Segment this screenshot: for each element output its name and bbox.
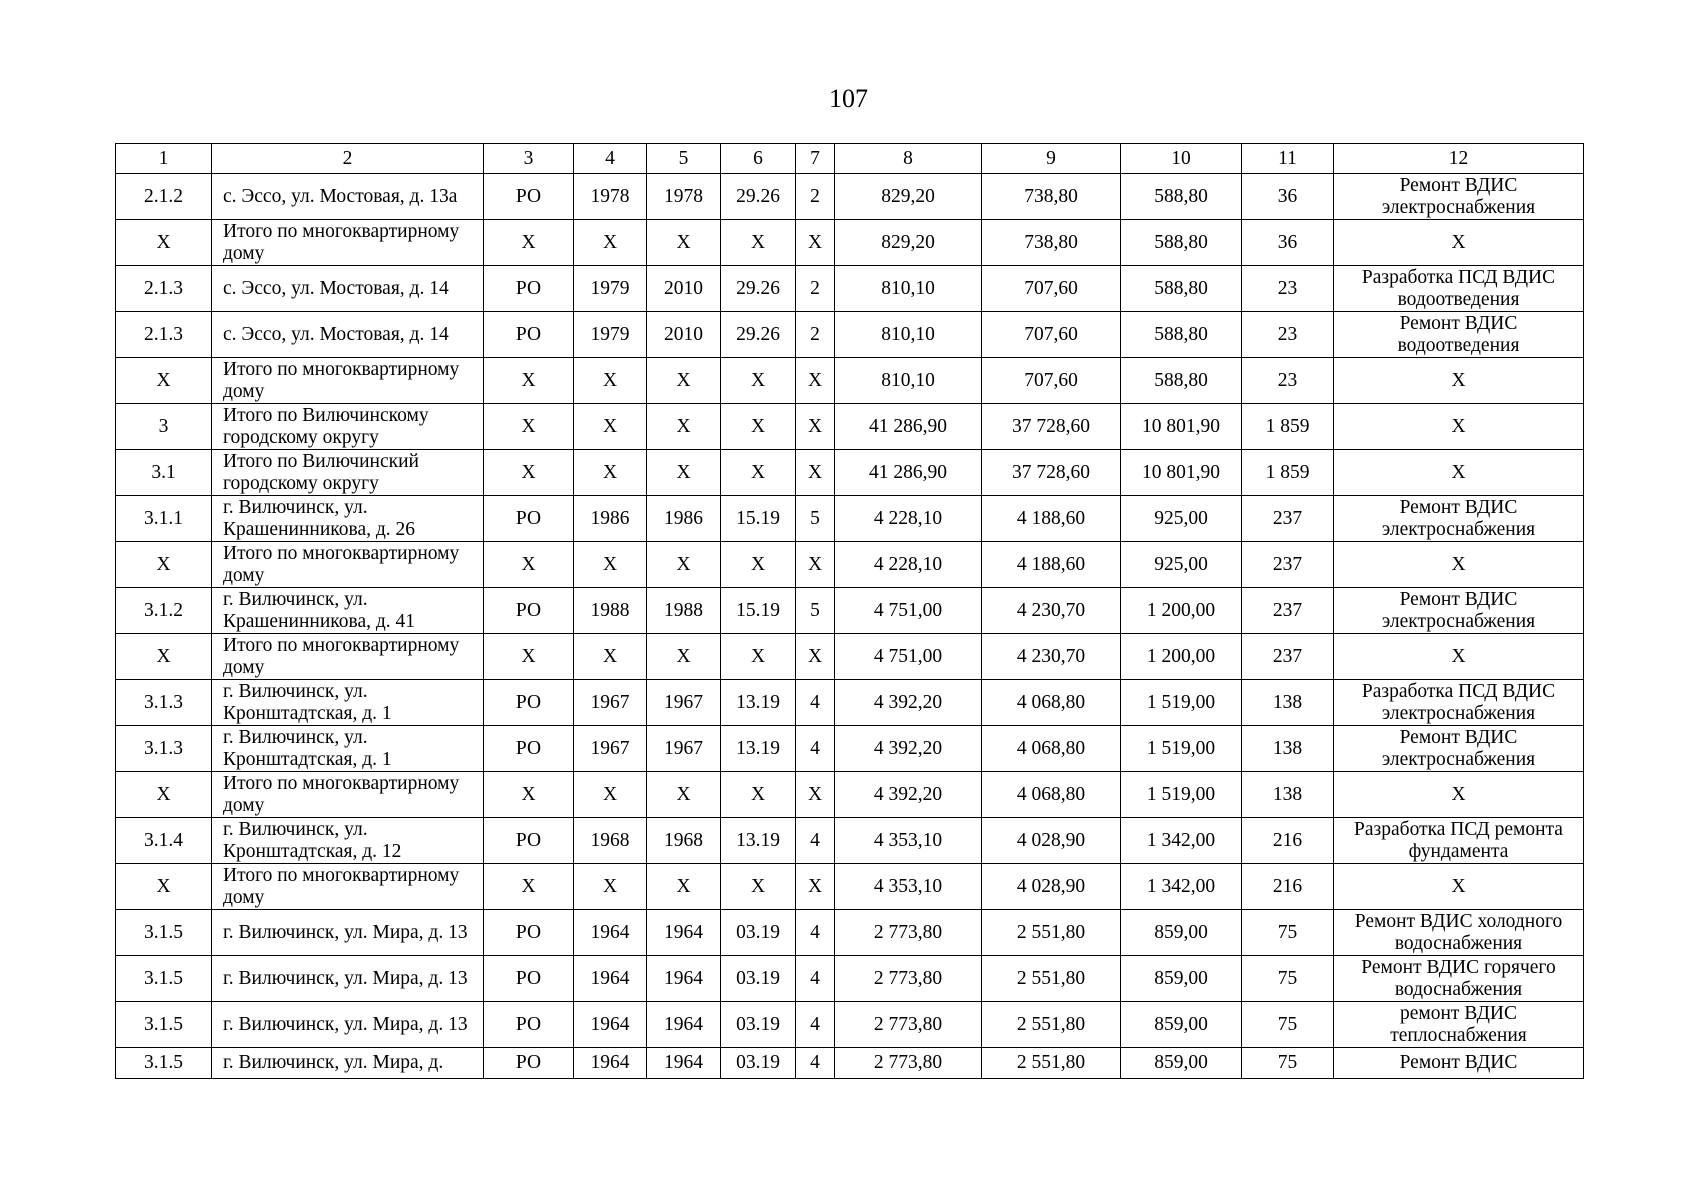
cell-last-repair-year: 1967 — [647, 726, 721, 772]
cell-common-area: 859,00 — [1121, 910, 1242, 956]
cell-address: г. Вилючинск, ул. Мира, д. 13 — [212, 1002, 484, 1048]
cell-address: Итого по многоквартирному дому — [212, 864, 484, 910]
cell-residents: 75 — [1242, 910, 1334, 956]
cell-common-area: 588,80 — [1121, 312, 1242, 358]
cell-last-repair-year: 1978 — [647, 174, 721, 220]
cell-total-area: 4 751,00 — [835, 634, 982, 680]
table-row — [116, 358, 1584, 404]
cell-address: Итого по Вилючинскому городскому округу — [212, 404, 484, 450]
cell-floors: 4 — [796, 680, 835, 726]
cell-floors: 4 — [796, 818, 835, 864]
cell-address: Итого по многоквартирному дому — [212, 634, 484, 680]
cell-total-area: 4 392,20 — [835, 772, 982, 818]
cell-total-area: 4 353,10 — [835, 864, 982, 910]
cell-last-repair-year: Х — [647, 864, 721, 910]
cell-area-code: 03.19 — [721, 1048, 796, 1079]
cell-area-code: 13.19 — [721, 726, 796, 772]
cell-ownership-method: РО — [484, 312, 574, 358]
cell-floors: 5 — [796, 496, 835, 542]
cell-total-area: 2 773,80 — [835, 910, 982, 956]
cell-living-area: 4 188,60 — [982, 542, 1121, 588]
cell-living-area: 707,60 — [982, 312, 1121, 358]
cell-work-type: Х — [1334, 772, 1584, 818]
cell-work-type: Разработка ПСД ВДИС электроснабжения — [1334, 680, 1584, 726]
cell-address: Итого по многоквартирному дому — [212, 220, 484, 266]
cell-work-type: Ремонт ВДИС электроснабжения — [1334, 588, 1584, 634]
cell-last-repair-year: Х — [647, 542, 721, 588]
cell-floors: 4 — [796, 910, 835, 956]
column-header: 9 — [982, 144, 1121, 174]
cell-floors: Х — [796, 634, 835, 680]
cell-work-type: Ремонт ВДИС водоотведения — [1334, 312, 1584, 358]
column-header: 4 — [574, 144, 647, 174]
column-header: 6 — [721, 144, 796, 174]
cell-build-year: Х — [574, 450, 647, 496]
cell-ownership-method: РО — [484, 910, 574, 956]
cell-work-type: Х — [1334, 220, 1584, 266]
cell-build-year: Х — [574, 404, 647, 450]
cell-work-type: Ремонт ВДИС электроснабжения — [1334, 726, 1584, 772]
cell-common-area: 1 200,00 — [1121, 588, 1242, 634]
cell-ownership-method: Х — [484, 450, 574, 496]
cell-work-type: Х — [1334, 864, 1584, 910]
cell-area-code: Х — [721, 542, 796, 588]
cell-address: Итого по многоквартирному дому — [212, 542, 484, 588]
cell-area-code: Х — [721, 634, 796, 680]
table-row — [116, 956, 1584, 1002]
table-row — [116, 680, 1584, 726]
cell-common-area: 925,00 — [1121, 542, 1242, 588]
cell-residents: 237 — [1242, 496, 1334, 542]
cell-build-year: 1964 — [574, 1048, 647, 1079]
cell-common-area: 1 342,00 — [1121, 818, 1242, 864]
cell-row-number: 2.1.2 — [116, 174, 212, 220]
cell-work-type: Ремонт ВДИС электроснабжения — [1334, 174, 1584, 220]
cell-build-year: 1979 — [574, 312, 647, 358]
cell-row-number: 3.1.5 — [116, 956, 212, 1002]
cell-last-repair-year: 1968 — [647, 818, 721, 864]
cell-row-number: Х — [116, 634, 212, 680]
cell-common-area: 1 519,00 — [1121, 726, 1242, 772]
cell-work-type: Разработка ПСД ремонта фундамента — [1334, 818, 1584, 864]
cell-common-area: 1 200,00 — [1121, 634, 1242, 680]
cell-row-number: 3.1.1 — [116, 496, 212, 542]
cell-address: г. Вилючинск, ул. Крашенинникова, д. 26 — [212, 496, 484, 542]
cell-area-code: 13.19 — [721, 818, 796, 864]
table-row — [116, 174, 1584, 220]
cell-common-area: 588,80 — [1121, 358, 1242, 404]
cell-total-area: 41 286,90 — [835, 404, 982, 450]
cell-common-area: 10 801,90 — [1121, 450, 1242, 496]
cell-area-code: 29.26 — [721, 266, 796, 312]
cell-living-area: 37 728,60 — [982, 450, 1121, 496]
cell-work-type: Ремонт ВДИС холодного водоснабжения — [1334, 910, 1584, 956]
cell-area-code: 15.19 — [721, 588, 796, 634]
cell-work-type: Разработка ПСД ВДИС водоотведения — [1334, 266, 1584, 312]
cell-common-area: 925,00 — [1121, 496, 1242, 542]
cell-row-number: 3.1.5 — [116, 910, 212, 956]
cell-build-year: 1988 — [574, 588, 647, 634]
cell-residents: 75 — [1242, 1002, 1334, 1048]
cell-residents: 1 859 — [1242, 404, 1334, 450]
cell-address: г. Вилючинск, ул. Кронштадтская, д. 1 — [212, 726, 484, 772]
cell-living-area: 4 230,70 — [982, 634, 1121, 680]
cell-residents: 138 — [1242, 772, 1334, 818]
cell-last-repair-year: 1967 — [647, 680, 721, 726]
cell-address: с. Эссо, ул. Мостовая, д. 14 — [212, 266, 484, 312]
cell-ownership-method: РО — [484, 174, 574, 220]
cell-ownership-method: Х — [484, 404, 574, 450]
cell-total-area: 4 353,10 — [835, 818, 982, 864]
cell-floors: Х — [796, 404, 835, 450]
table-body — [116, 174, 1584, 1079]
cell-build-year: 1967 — [574, 726, 647, 772]
cell-living-area: 4 068,80 — [982, 726, 1121, 772]
cell-row-number: Х — [116, 220, 212, 266]
cell-ownership-method: РО — [484, 726, 574, 772]
cell-residents: 23 — [1242, 312, 1334, 358]
cell-row-number: 3.1.3 — [116, 726, 212, 772]
cell-area-code: Х — [721, 404, 796, 450]
table-row — [116, 220, 1584, 266]
table-row — [116, 772, 1584, 818]
cell-work-type: Х — [1334, 634, 1584, 680]
cell-row-number: Х — [116, 864, 212, 910]
cell-common-area: 1 519,00 — [1121, 772, 1242, 818]
cell-residents: 75 — [1242, 956, 1334, 1002]
cell-floors: Х — [796, 864, 835, 910]
cell-row-number: 3.1.3 — [116, 680, 212, 726]
cell-build-year: Х — [574, 542, 647, 588]
cell-last-repair-year: 1988 — [647, 588, 721, 634]
cell-floors: Х — [796, 542, 835, 588]
cell-residents: 23 — [1242, 266, 1334, 312]
cell-work-type: Х — [1334, 542, 1584, 588]
column-header: 10 — [1121, 144, 1242, 174]
cell-build-year: Х — [574, 220, 647, 266]
cell-ownership-method: РО — [484, 1002, 574, 1048]
cell-last-repair-year: Х — [647, 634, 721, 680]
cell-address: Итого по Вилючинский городскому округу — [212, 450, 484, 496]
cell-floors: 5 — [796, 588, 835, 634]
cell-ownership-method: РО — [484, 956, 574, 1002]
cell-total-area: 4 392,20 — [835, 680, 982, 726]
cell-ownership-method: Х — [484, 864, 574, 910]
cell-address: Итого по многоквартирному дому — [212, 772, 484, 818]
table-row — [116, 450, 1584, 496]
cell-total-area: 810,10 — [835, 358, 982, 404]
cell-last-repair-year: 1964 — [647, 910, 721, 956]
cell-floors: Х — [796, 220, 835, 266]
cell-last-repair-year: 2010 — [647, 266, 721, 312]
table-row — [116, 910, 1584, 956]
cell-ownership-method: Х — [484, 542, 574, 588]
column-header: 5 — [647, 144, 721, 174]
cell-address: с. Эссо, ул. Мостовая, д. 14 — [212, 312, 484, 358]
cell-build-year: 1978 — [574, 174, 647, 220]
cell-common-area: 859,00 — [1121, 1048, 1242, 1079]
table-row — [116, 726, 1584, 772]
cell-residents: 138 — [1242, 680, 1334, 726]
cell-total-area: 829,20 — [835, 174, 982, 220]
cell-living-area: 4 028,90 — [982, 818, 1121, 864]
cell-row-number: Х — [116, 542, 212, 588]
cell-floors: Х — [796, 358, 835, 404]
cell-residents: 1 859 — [1242, 450, 1334, 496]
cell-living-area: 4 230,70 — [982, 588, 1121, 634]
cell-floors: 4 — [796, 726, 835, 772]
cell-living-area: 738,80 — [982, 220, 1121, 266]
cell-residents: 237 — [1242, 634, 1334, 680]
cell-last-repair-year: Х — [647, 450, 721, 496]
cell-build-year: Х — [574, 634, 647, 680]
cell-row-number: Х — [116, 772, 212, 818]
cell-total-area: 4 228,10 — [835, 496, 982, 542]
cell-last-repair-year: 1986 — [647, 496, 721, 542]
cell-common-area: 1 519,00 — [1121, 680, 1242, 726]
cell-area-code: 15.19 — [721, 496, 796, 542]
cell-common-area: 859,00 — [1121, 956, 1242, 1002]
cell-last-repair-year: Х — [647, 404, 721, 450]
cell-area-code: 29.26 — [721, 312, 796, 358]
column-header: 11 — [1242, 144, 1334, 174]
cell-common-area: 859,00 — [1121, 1002, 1242, 1048]
cell-row-number: 3.1 — [116, 450, 212, 496]
cell-row-number: 2.1.3 — [116, 312, 212, 358]
cell-address: с. Эссо, ул. Мостовая, д. 13а — [212, 174, 484, 220]
cell-floors: 4 — [796, 956, 835, 1002]
cell-living-area: 4 068,80 — [982, 680, 1121, 726]
cell-total-area: 4 751,00 — [835, 588, 982, 634]
cell-living-area: 2 551,80 — [982, 1048, 1121, 1079]
cell-last-repair-year: 2010 — [647, 312, 721, 358]
cell-address: Итого по многоквартирному дому — [212, 358, 484, 404]
cell-floors: Х — [796, 772, 835, 818]
cell-ownership-method: РО — [484, 588, 574, 634]
cell-build-year: Х — [574, 358, 647, 404]
cell-last-repair-year: 1964 — [647, 1002, 721, 1048]
cell-area-code: 29.26 — [721, 174, 796, 220]
cell-work-type: Х — [1334, 404, 1584, 450]
cell-total-area: 2 773,80 — [835, 1048, 982, 1079]
cell-work-type: Х — [1334, 450, 1584, 496]
table-row — [116, 818, 1584, 864]
cell-work-type: Ремонт ВДИС электроснабжения — [1334, 496, 1584, 542]
cell-living-area: 2 551,80 — [982, 956, 1121, 1002]
cell-floors: 2 — [796, 312, 835, 358]
cell-floors: Х — [796, 450, 835, 496]
cell-living-area: 738,80 — [982, 174, 1121, 220]
cell-area-code: Х — [721, 450, 796, 496]
cell-last-repair-year: Х — [647, 358, 721, 404]
cell-area-code: Х — [721, 772, 796, 818]
cell-living-area: 707,60 — [982, 358, 1121, 404]
cell-row-number: Х — [116, 358, 212, 404]
cell-row-number: 3.1.5 — [116, 1002, 212, 1048]
repair-program-table — [115, 143, 1584, 1079]
cell-area-code: 03.19 — [721, 910, 796, 956]
cell-build-year: 1964 — [574, 1002, 647, 1048]
cell-residents: 36 — [1242, 220, 1334, 266]
cell-build-year: 1964 — [574, 910, 647, 956]
cell-build-year: Х — [574, 864, 647, 910]
cell-residents: 237 — [1242, 542, 1334, 588]
cell-area-code: Х — [721, 358, 796, 404]
cell-ownership-method: Х — [484, 220, 574, 266]
cell-row-number: 3.1.4 — [116, 818, 212, 864]
cell-total-area: 810,10 — [835, 266, 982, 312]
cell-living-area: 4 068,80 — [982, 772, 1121, 818]
column-header: 2 — [212, 144, 484, 174]
cell-work-type: Ремонт ВДИС горячего водоснабжения — [1334, 956, 1584, 1002]
cell-build-year: 1964 — [574, 956, 647, 1002]
cell-row-number: 2.1.3 — [116, 266, 212, 312]
cell-area-code: 13.19 — [721, 680, 796, 726]
cell-ownership-method: Х — [484, 634, 574, 680]
cell-common-area: 10 801,90 — [1121, 404, 1242, 450]
cell-build-year: 1979 — [574, 266, 647, 312]
cell-ownership-method: РО — [484, 680, 574, 726]
cell-ownership-method: РО — [484, 1048, 574, 1079]
cell-area-code: Х — [721, 864, 796, 910]
cell-area-code: Х — [721, 220, 796, 266]
cell-row-number: 3.1.5 — [116, 1048, 212, 1079]
cell-build-year: 1986 — [574, 496, 647, 542]
cell-row-number: 3.1.2 — [116, 588, 212, 634]
cell-address: г. Вилючинск, ул. Кронштадтская, д. 1 — [212, 680, 484, 726]
cell-ownership-method: Х — [484, 358, 574, 404]
cell-ownership-method: РО — [484, 496, 574, 542]
cell-last-repair-year: 1964 — [647, 1048, 721, 1079]
cell-residents: 36 — [1242, 174, 1334, 220]
cell-living-area: 2 551,80 — [982, 910, 1121, 956]
cell-row-number: 3 — [116, 404, 212, 450]
cell-residents: 237 — [1242, 588, 1334, 634]
cell-residents: 75 — [1242, 1048, 1334, 1079]
cell-ownership-method: РО — [484, 266, 574, 312]
cell-work-type: Ремонт ВДИС — [1334, 1048, 1584, 1079]
column-header: 8 — [835, 144, 982, 174]
cell-floors: 2 — [796, 174, 835, 220]
cell-address: г. Вилючинск, ул. Мира, д. 13 — [212, 956, 484, 1002]
cell-build-year: 1968 — [574, 818, 647, 864]
cell-area-code: 03.19 — [721, 956, 796, 1002]
cell-living-area: 4 028,90 — [982, 864, 1121, 910]
cell-work-type: ремонт ВДИС теплоснабжения — [1334, 1002, 1584, 1048]
cell-total-area: 829,20 — [835, 220, 982, 266]
cell-total-area: 2 773,80 — [835, 956, 982, 1002]
cell-last-repair-year: Х — [647, 772, 721, 818]
table-row — [116, 1002, 1584, 1048]
cell-residents: 216 — [1242, 864, 1334, 910]
cell-work-type: Х — [1334, 358, 1584, 404]
table-row — [116, 542, 1584, 588]
table-row — [116, 496, 1584, 542]
cell-address: г. Вилючинск, ул. Мира, д. 13 — [212, 910, 484, 956]
cell-address: г. Вилючинск, ул. Мира, д. — [212, 1048, 484, 1079]
cell-build-year: 1967 — [574, 680, 647, 726]
cell-total-area: 2 773,80 — [835, 1002, 982, 1048]
cell-ownership-method: Х — [484, 772, 574, 818]
cell-floors: 4 — [796, 1002, 835, 1048]
cell-floors: 2 — [796, 266, 835, 312]
table-row — [116, 404, 1584, 450]
cell-floors: 4 — [796, 1048, 835, 1079]
column-header: 1 — [116, 144, 212, 174]
cell-common-area: 588,80 — [1121, 220, 1242, 266]
cell-total-area: 810,10 — [835, 312, 982, 358]
cell-living-area: 4 188,60 — [982, 496, 1121, 542]
cell-total-area: 41 286,90 — [835, 450, 982, 496]
cell-total-area: 4 228,10 — [835, 542, 982, 588]
cell-common-area: 588,80 — [1121, 266, 1242, 312]
header-row — [116, 144, 1584, 174]
column-header: 3 — [484, 144, 574, 174]
cell-ownership-method: РО — [484, 818, 574, 864]
column-header: 12 — [1334, 144, 1584, 174]
cell-area-code: 03.19 — [721, 1002, 796, 1048]
cell-common-area: 588,80 — [1121, 174, 1242, 220]
table-row — [116, 266, 1584, 312]
cell-living-area: 707,60 — [982, 266, 1121, 312]
cell-build-year: Х — [574, 772, 647, 818]
cell-last-repair-year: 1964 — [647, 956, 721, 1002]
table-row — [116, 864, 1584, 910]
table-row — [116, 634, 1584, 680]
page-number: 107 — [829, 84, 868, 113]
column-header: 7 — [796, 144, 835, 174]
cell-last-repair-year: Х — [647, 220, 721, 266]
table-row — [116, 588, 1584, 634]
cell-living-area: 37 728,60 — [982, 404, 1121, 450]
cell-common-area: 1 342,00 — [1121, 864, 1242, 910]
cell-total-area: 4 392,20 — [835, 726, 982, 772]
cell-residents: 138 — [1242, 726, 1334, 772]
cell-residents: 216 — [1242, 818, 1334, 864]
cell-residents: 23 — [1242, 358, 1334, 404]
cell-address: г. Вилючинск, ул. Крашенинникова, д. 41 — [212, 588, 484, 634]
table-row — [116, 1048, 1584, 1079]
cell-living-area: 2 551,80 — [982, 1002, 1121, 1048]
table-row — [116, 312, 1584, 358]
cell-address: г. Вилючинск, ул. Кронштадтская, д. 12 — [212, 818, 484, 864]
